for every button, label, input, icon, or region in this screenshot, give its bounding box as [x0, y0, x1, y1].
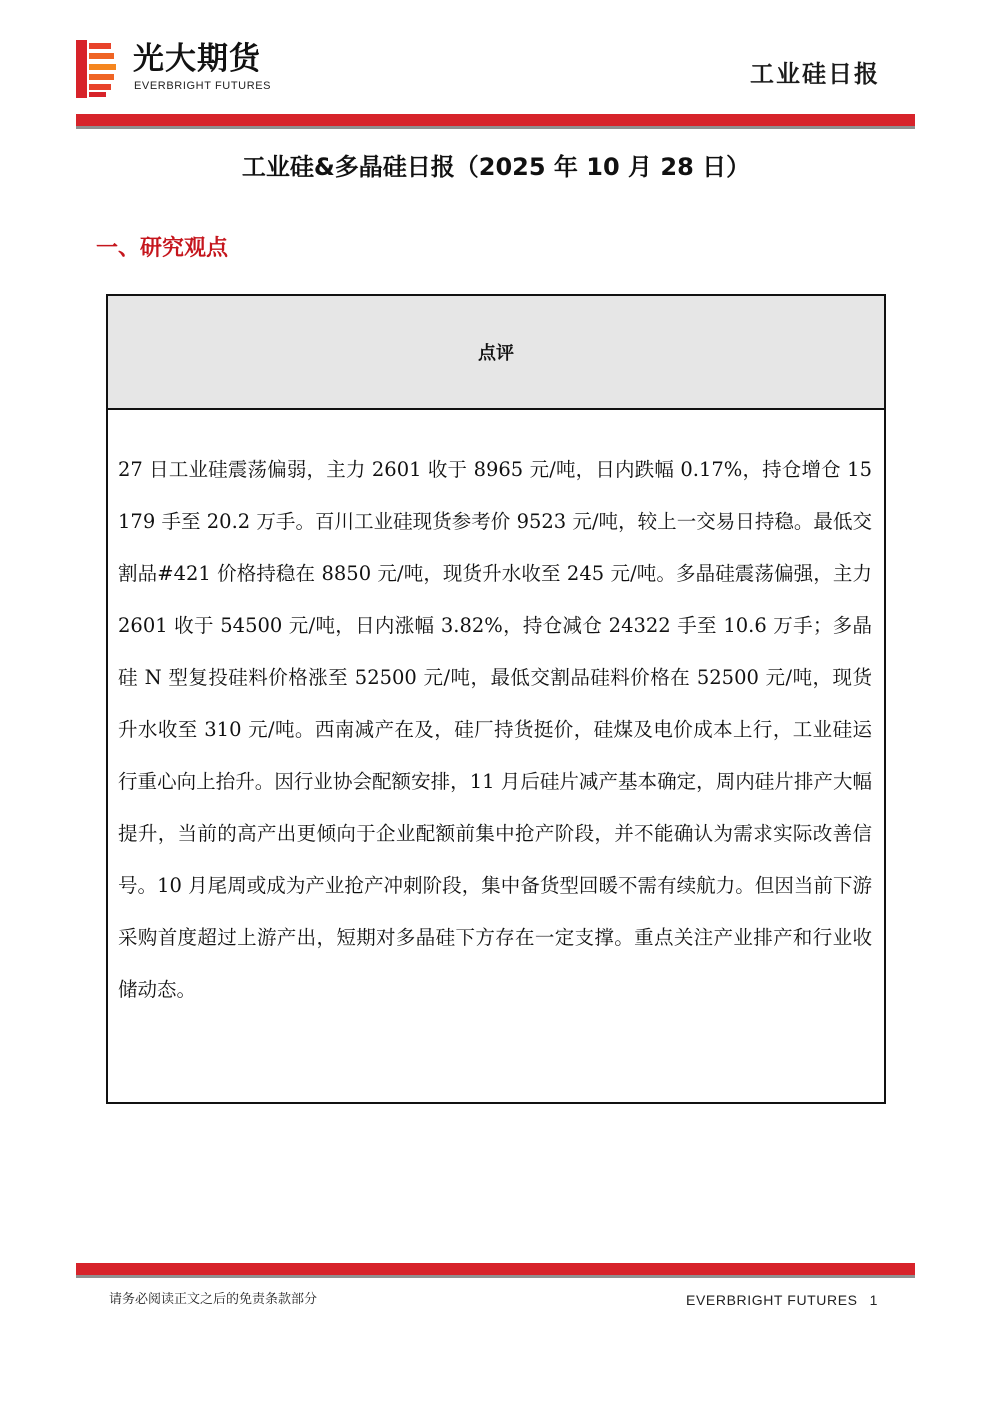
footer-divider-shadow	[76, 1275, 915, 1278]
footer-company-name: EVERBRIGHT FUTURES	[686, 1292, 858, 1308]
comment-body-text: 27 日工业硅震荡偏弱，主力 2601 收于 8965 元/吨，日内跌幅 0.17%，持仓增仓 15179 手至 20.2 万手。百川工业硅现货参考价 9523 元/吨，较上一交易日持稳。最低交割品#421 价格持稳在 8850 元/吨，现货升水收至 245 元/吨。多晶硅震荡偏强，主力 2601 收于 54500 元/吨，日内涨幅 3.82%，持仓减仓 24322 手至 10.6 万手；多晶硅 N 型复投硅料价格涨至 52500 元/吨，最低交割品硅料价格在 52500 元/吨，现货升水收至 310 元/吨。西南减产在及，硅厂持货挺价，硅煤及电价成本上行，工业硅运行重心向上抬升。因行业协会配额安排，11 月后硅片减产基本确定，周内硅片排产大幅提升，当前的高产出更倾向于企业配额前集中抢产阶段，并不能确认为需求实际改善信号。10 月尾周或成为产业抢产冲刺阶段，集中备货型回暖不需有续航力。但因当前下游采购首度超过上游产出，短期对多晶硅下方存在一定支撑。重点关注产业排产和行业收储动态。	[118, 458, 872, 1001]
footer-divider	[76, 1263, 915, 1275]
brand-name-en: EVERBRIGHT FUTURES	[134, 80, 272, 92]
report-type-title: 工业硅日报	[750, 60, 880, 88]
brand-name-cn: 光大期货	[133, 41, 261, 77]
page-number: 1	[869, 1292, 878, 1308]
page-title: 工业硅&多晶硅日报（2025 年 10 月 28 日）	[241, 153, 751, 181]
header-divider	[76, 114, 915, 126]
disclaimer-text: 请务必阅读正文之后的免责条款部分	[109, 1292, 318, 1307]
comment-table-header: 点评	[108, 296, 884, 410]
comment-table	[106, 294, 886, 1104]
footer-right	[686, 1292, 878, 1309]
section-heading: 一、研究观点	[96, 236, 229, 261]
everbright-logo-icon	[76, 40, 116, 98]
header-divider-shadow	[76, 126, 915, 129]
